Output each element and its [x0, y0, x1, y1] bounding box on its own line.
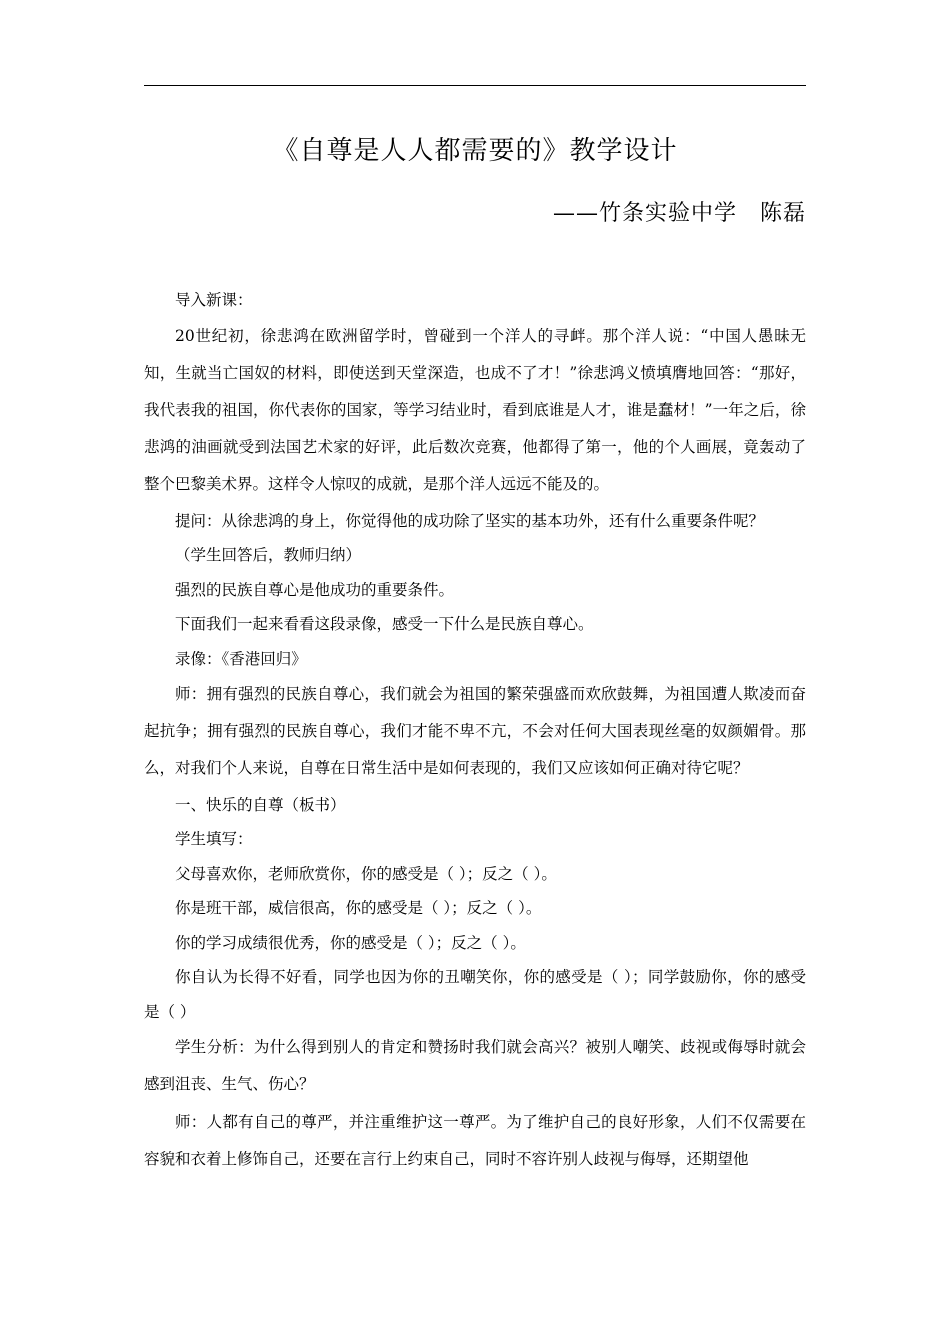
paragraph-story: 20世纪初，徐悲鸿在欧洲留学时，曾碰到一个洋人的寻衅。那个洋人说：“中国人愚昧无知，生就当亡国奴的材料，即使送到天堂深造，也成不了才！”徐悲鸿义愤填膺地回答：“那好，我代表我的祖国，你代表你的国家，等学习结业时，看到底谁是人才，谁是蠢材！”一年之后，徐悲鸿的油画就受到法国艺术家的好评，此后数次竞赛，他都得了第一，他的个人画展，竟轰动了整个巴黎美术界。这样令人惊叹的成就，是那个洋人远远不能及的。	[144, 326, 806, 494]
document-body	[144, 283, 806, 1178]
paragraph-question: 提问：从徐悲鸿的身上，你觉得他的成功除了坚实的基本功外，还有什么重要条件呢？	[175, 511, 765, 530]
paragraph-teacher-1: 师：拥有强烈的民族自尊心，我们就会为祖国的繁荣强盛而欢欣鼓舞，为祖国遭人欺凌而奋起抗争；拥有强烈的民族自尊心，我们才能不卑不亢，不会对任何大国表现丝毫的奴颜媚骨。那么，对我们个人来说，自尊在日常生活中是如何表现的，我们又应该如何正确对待它呢？	[144, 685, 806, 778]
header-rule	[144, 85, 806, 86]
paragraph-video: 录像：《香港回归》	[175, 649, 307, 668]
fill-in-item-3: 你的学习成绩很优秀，你的感受是（ ）；反之（ ）。	[175, 933, 526, 952]
paragraph-note: （学生回答后，教师归纳）	[175, 546, 362, 565]
paragraph-intro-heading: 导入新课：	[175, 291, 253, 309]
paragraph-analysis: 学生分析：为什么得到别人的肯定和赞扬时我们就会高兴？被别人嘲笑、歧视或侮辱时就会感到沮丧、生气、伤心？	[144, 1038, 806, 1094]
paragraph-teacher-2: 师：人都有自己的尊严，并注重维护这一尊严。为了维护自己的良好形象，人们不仅需要在容貌和衣着上修饰自己，还要在言行上约束自己，同时不容许别人歧视与侮辱，还期望他	[144, 1112, 806, 1168]
author-byline: ——竹条实验中学 陈磊	[552, 201, 806, 226]
document-title: 《自尊是人人都需要的》教学设计	[272, 136, 678, 166]
fill-in-item-2: 你是班干部，威信很高，你的感受是（ ）；反之（ ）。	[175, 899, 542, 918]
paragraph-fill-in: 学生填写：	[175, 830, 253, 849]
fill-in-item-4: 你自认为长得不好看，同学也因为你的丑嘲笑你，你的感受是（ ）；同学鼓励你，你的感受是（ ）	[144, 968, 806, 1021]
paragraph-summary: 强烈的民族自尊心是他成功的重要条件。	[175, 580, 455, 599]
paragraph-video-intro: 下面我们一起来看看这段录像，感受一下什么是民族自尊心。	[175, 615, 594, 634]
section-heading-1: 一、快乐的自尊（板书）	[175, 795, 346, 814]
fill-in-item-1: 父母喜欢你，老师欣赏你，你的感受是（ ）；反之（ ）。	[175, 864, 557, 883]
